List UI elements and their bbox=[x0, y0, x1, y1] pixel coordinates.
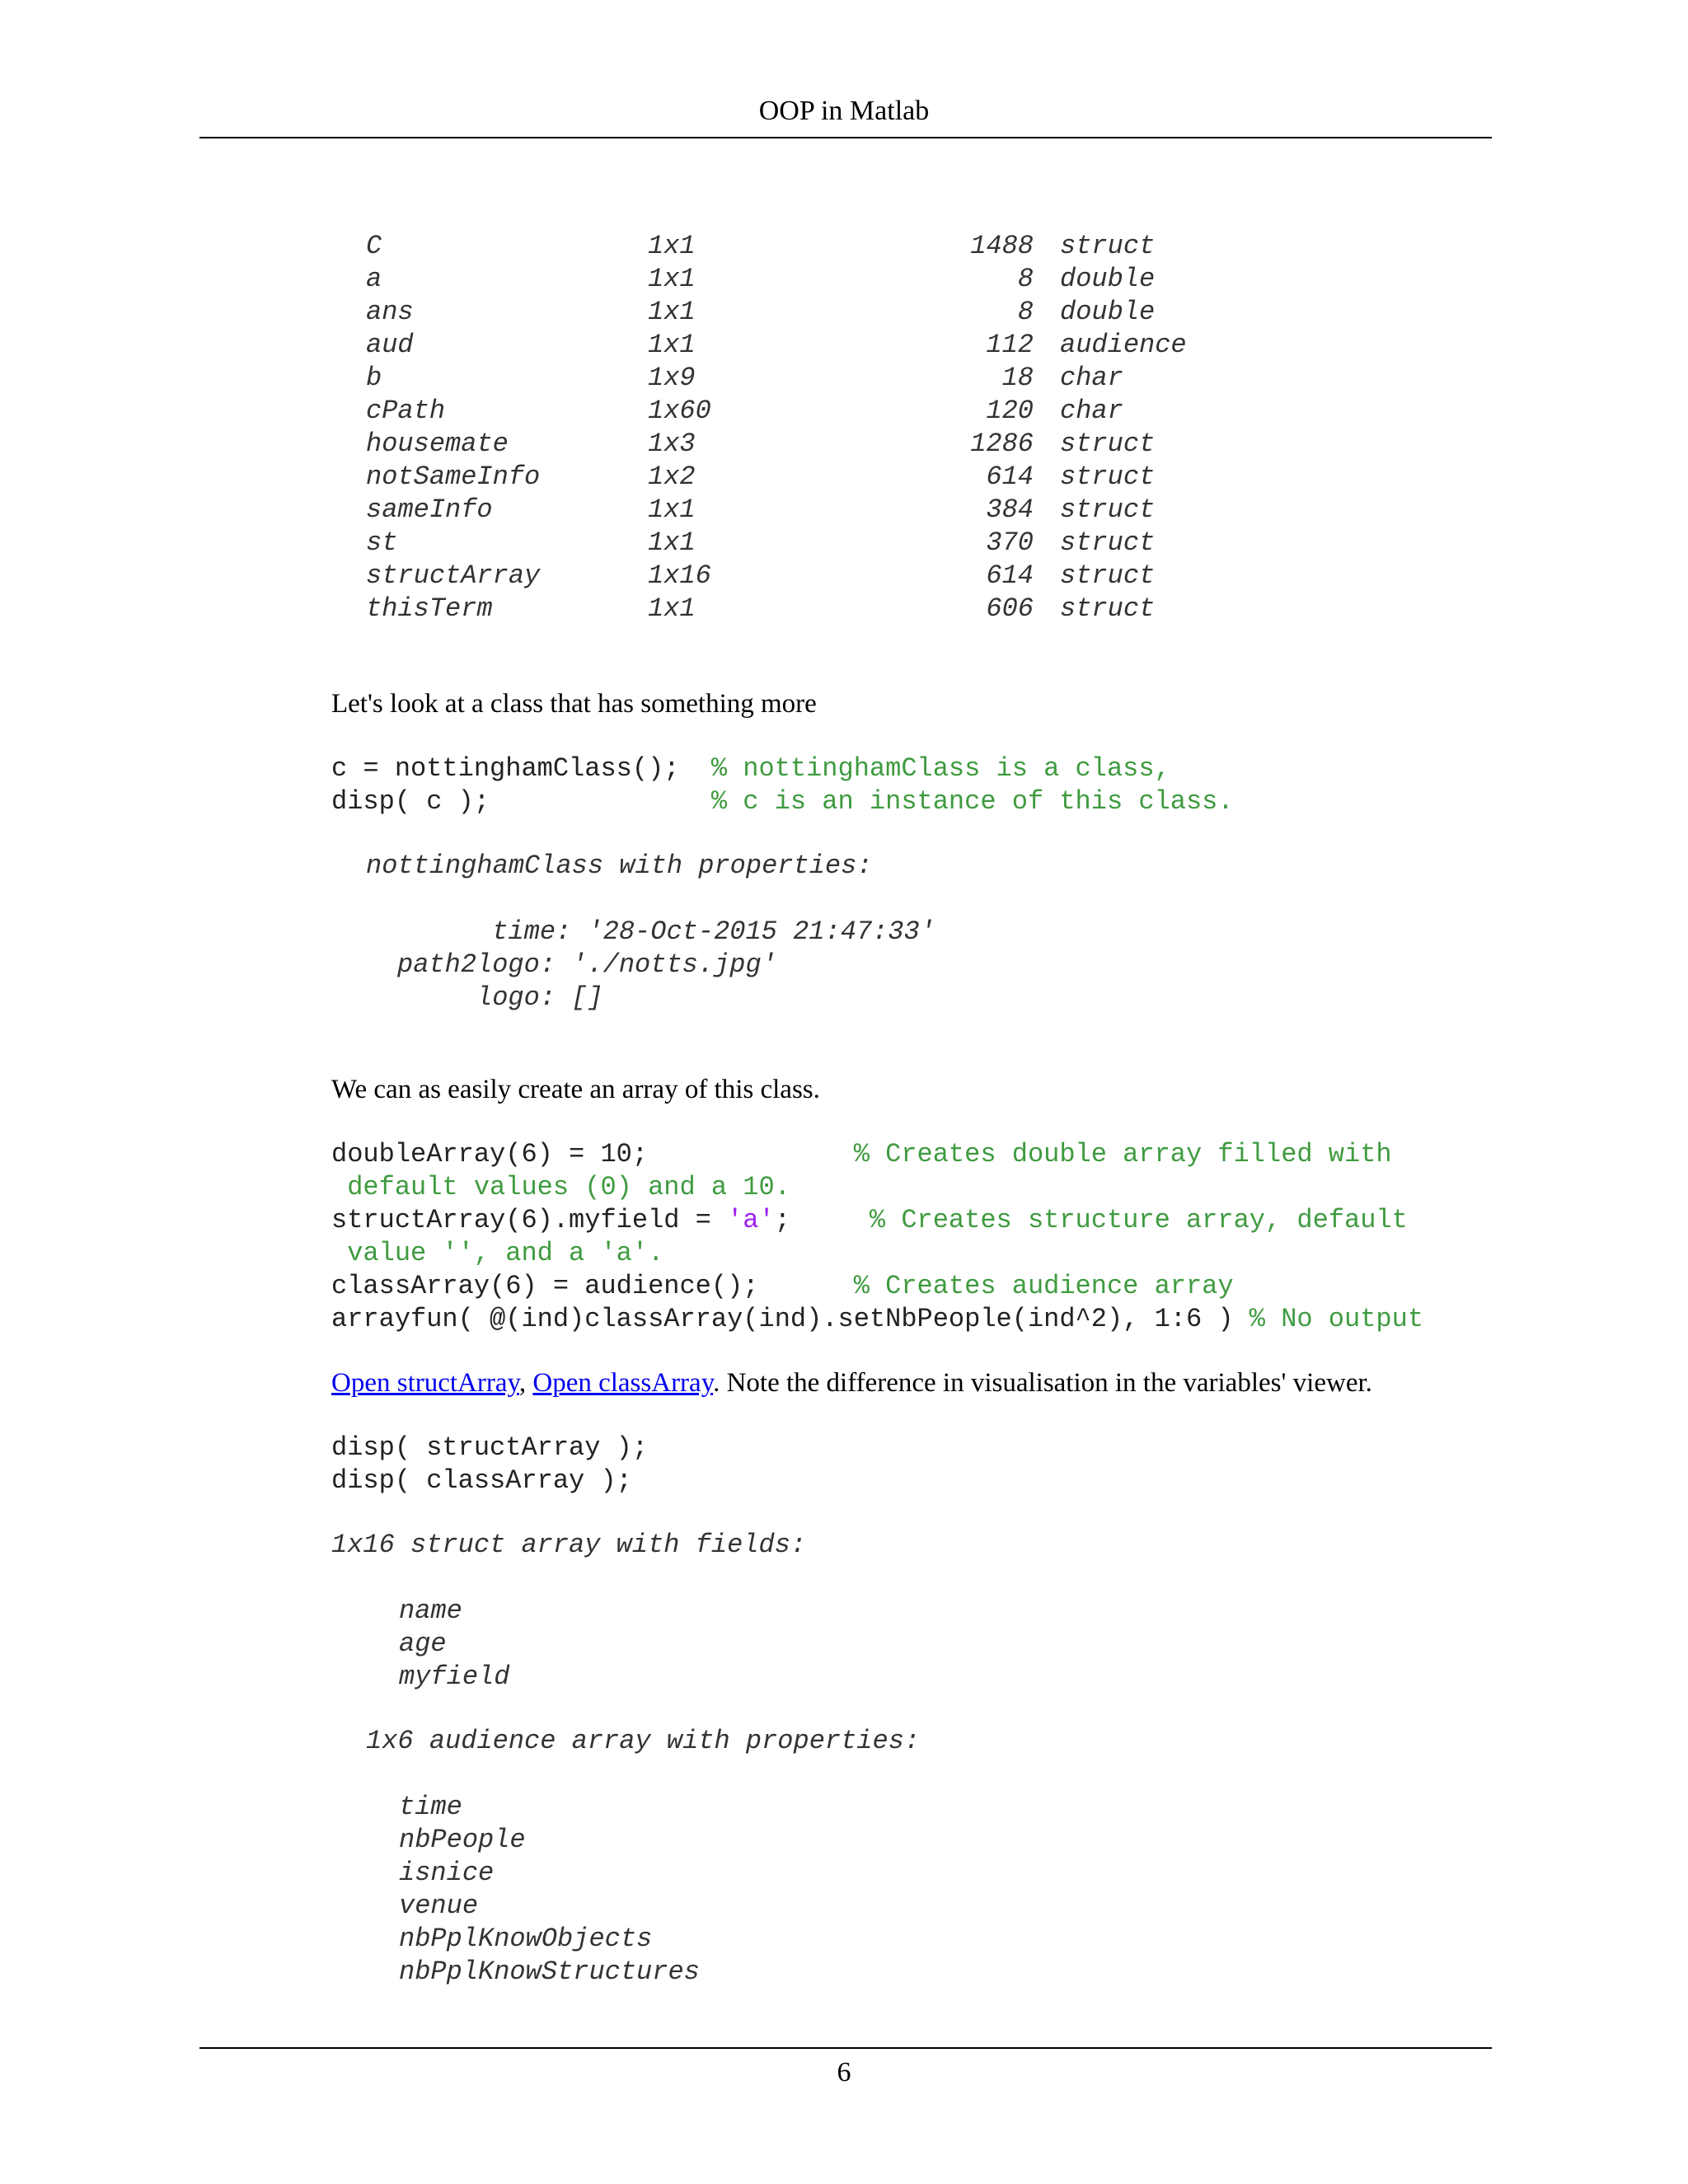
code-text: structArray(6).myfield = bbox=[331, 1205, 728, 1235]
code-text: ; bbox=[774, 1205, 870, 1235]
property-name: nbPplKnowStructures bbox=[399, 1957, 700, 1987]
var-bytes: 120 bbox=[986, 396, 1034, 426]
open-classarray-link[interactable]: Open classArray bbox=[532, 1368, 714, 1398]
code-line bbox=[331, 1139, 1392, 1172]
var-size: 1x60 bbox=[648, 396, 711, 426]
table-row bbox=[366, 527, 1156, 560]
property-name: isnice bbox=[399, 1858, 495, 1888]
paragraph-open-links bbox=[331, 1368, 1372, 1399]
table-row bbox=[366, 264, 1156, 297]
var-size: 1x9 bbox=[648, 363, 696, 393]
var-name: C bbox=[366, 231, 382, 261]
output-property bbox=[397, 982, 603, 1015]
property-value: [] bbox=[571, 982, 603, 1013]
table-row bbox=[366, 560, 1156, 593]
table-row bbox=[366, 593, 1156, 626]
page-header-title: OOP in Matlab bbox=[758, 96, 930, 126]
open-structarray-link[interactable]: Open structArray bbox=[331, 1368, 519, 1398]
field-name: name bbox=[399, 1596, 462, 1626]
property-value: './notts.jpg' bbox=[571, 949, 777, 980]
var-name: sameInfo bbox=[366, 494, 493, 525]
code-line bbox=[331, 786, 1234, 819]
code-line bbox=[331, 1304, 1423, 1337]
code-comment: % Creates double array filled with bbox=[853, 1139, 1392, 1169]
var-size: 1x1 bbox=[648, 264, 696, 294]
var-size: 1x1 bbox=[648, 593, 696, 624]
code-comment: % c is an instance of this class. bbox=[710, 786, 1234, 817]
var-bytes: 370 bbox=[986, 527, 1034, 558]
var-class: struct bbox=[1060, 231, 1156, 261]
output-nottingham-class bbox=[366, 851, 1355, 1015]
var-size: 1x1 bbox=[648, 330, 696, 360]
link-separator: , bbox=[518, 1368, 533, 1398]
var-name: aud bbox=[366, 330, 414, 360]
property-name: nbPplKnowObjects bbox=[399, 1924, 653, 1954]
var-name: b bbox=[366, 363, 382, 393]
code-line bbox=[331, 1205, 1408, 1238]
code-text: classArray(6) = audience(); bbox=[331, 1271, 854, 1301]
output-audience-array bbox=[366, 1726, 1108, 1998]
code-text: arrayfun( @(ind)classArray(ind).setNbPeople(ind^2), 1:6 ) bbox=[331, 1304, 1250, 1334]
footer-rule bbox=[199, 2047, 1492, 2049]
var-name: cPath bbox=[366, 396, 446, 426]
field-name: age bbox=[399, 1629, 447, 1659]
var-class: struct bbox=[1060, 593, 1156, 624]
var-size: 1x1 bbox=[648, 527, 696, 558]
var-name: structArray bbox=[366, 560, 541, 591]
paragraph-intro-class: Let's look at a class that has something more bbox=[331, 689, 817, 719]
var-bytes: 384 bbox=[986, 494, 1034, 525]
var-size: 1x1 bbox=[648, 494, 696, 525]
table-row bbox=[366, 231, 1156, 264]
header-rule bbox=[199, 137, 1492, 138]
var-name: st bbox=[366, 527, 398, 558]
var-class: char bbox=[1060, 363, 1123, 393]
property-name: time bbox=[399, 1792, 462, 1822]
code-block-create-class bbox=[331, 753, 1485, 819]
page-number: 6 bbox=[837, 2057, 851, 2088]
output-struct-array bbox=[331, 1530, 1073, 1694]
var-name: ans bbox=[366, 297, 414, 327]
output-heading: 1x16 struct array with fields: bbox=[331, 1530, 807, 1560]
table-row bbox=[366, 429, 1156, 462]
var-class: struct bbox=[1060, 429, 1156, 459]
output-property bbox=[397, 949, 777, 982]
property-name: venue bbox=[399, 1891, 479, 1921]
var-bytes: 18 bbox=[1001, 363, 1034, 393]
var-size: 1x16 bbox=[648, 560, 711, 591]
var-class: double bbox=[1060, 297, 1156, 327]
var-bytes: 112 bbox=[986, 330, 1034, 360]
property-label: time: bbox=[397, 916, 588, 947]
table-row bbox=[366, 396, 1123, 429]
table-row bbox=[366, 330, 1187, 363]
code-comment: % No output bbox=[1249, 1304, 1424, 1334]
code-text: disp( c ); bbox=[331, 786, 711, 817]
paragraph-text: . Note the difference in visualisation in the variables' viewer. bbox=[713, 1368, 1372, 1398]
var-size: 1x1 bbox=[648, 231, 696, 261]
code-comment: % nottinghamClass is a class, bbox=[710, 753, 1170, 784]
var-bytes: 614 bbox=[986, 560, 1034, 591]
paragraph-array-of-class: We can as easily create an array of this class. bbox=[331, 1075, 820, 1104]
code-comment: % Creates audience array bbox=[853, 1271, 1234, 1301]
code-comment-wrap: default values (0) and a 10. bbox=[331, 1172, 790, 1202]
var-class: char bbox=[1060, 396, 1123, 426]
var-bytes: 606 bbox=[986, 593, 1034, 624]
var-size: 1x1 bbox=[648, 297, 696, 327]
output-property bbox=[397, 916, 935, 949]
var-class: struct bbox=[1060, 560, 1156, 591]
code-line bbox=[331, 753, 1170, 786]
property-label: logo: bbox=[397, 982, 572, 1013]
code-comment: % Creates structure array, default bbox=[869, 1205, 1408, 1235]
var-class: struct bbox=[1060, 527, 1156, 558]
code-block-arrays bbox=[331, 1139, 1518, 1337]
table-row bbox=[366, 363, 1123, 396]
var-bytes: 1488 bbox=[970, 231, 1034, 261]
var-class: double bbox=[1060, 264, 1156, 294]
whos-output-table bbox=[366, 231, 1190, 626]
code-text: c = nottinghamClass(); bbox=[331, 753, 711, 784]
code-line: disp( classArray ); bbox=[331, 1465, 632, 1496]
code-line bbox=[331, 1271, 1234, 1304]
var-size: 1x2 bbox=[648, 462, 696, 492]
var-class: struct bbox=[1060, 494, 1156, 525]
property-name: nbPeople bbox=[399, 1825, 526, 1855]
field-name: myfield bbox=[399, 1661, 510, 1692]
var-bytes: 8 bbox=[1017, 264, 1034, 294]
code-comment-wrap: value '', and a 'a'. bbox=[331, 1238, 664, 1268]
code-block-disp-arrays bbox=[331, 1432, 991, 1498]
table-row bbox=[366, 462, 1156, 494]
var-class: struct bbox=[1060, 462, 1156, 492]
property-value: '28-Oct-2015 21:47:33' bbox=[587, 916, 935, 947]
var-size: 1x3 bbox=[648, 429, 696, 459]
var-bytes: 1286 bbox=[970, 429, 1034, 459]
var-name: a bbox=[366, 264, 382, 294]
var-class: audience bbox=[1060, 330, 1187, 360]
table-row bbox=[366, 494, 1156, 527]
property-label: path2logo: bbox=[397, 949, 572, 980]
code-line: disp( structArray ); bbox=[331, 1432, 649, 1463]
var-bytes: 614 bbox=[986, 462, 1034, 492]
var-name: notSameInfo bbox=[366, 462, 541, 492]
var-name: thisTerm bbox=[366, 593, 493, 624]
code-string: 'a' bbox=[727, 1205, 775, 1235]
output-heading: 1x6 audience array with properties: bbox=[366, 1726, 921, 1756]
table-row bbox=[366, 297, 1156, 330]
code-text: doubleArray(6) = 10; bbox=[331, 1139, 854, 1169]
output-heading: nottinghamClass with properties: bbox=[366, 851, 873, 881]
var-name: housemate bbox=[366, 429, 509, 459]
var-bytes: 8 bbox=[1017, 297, 1034, 327]
